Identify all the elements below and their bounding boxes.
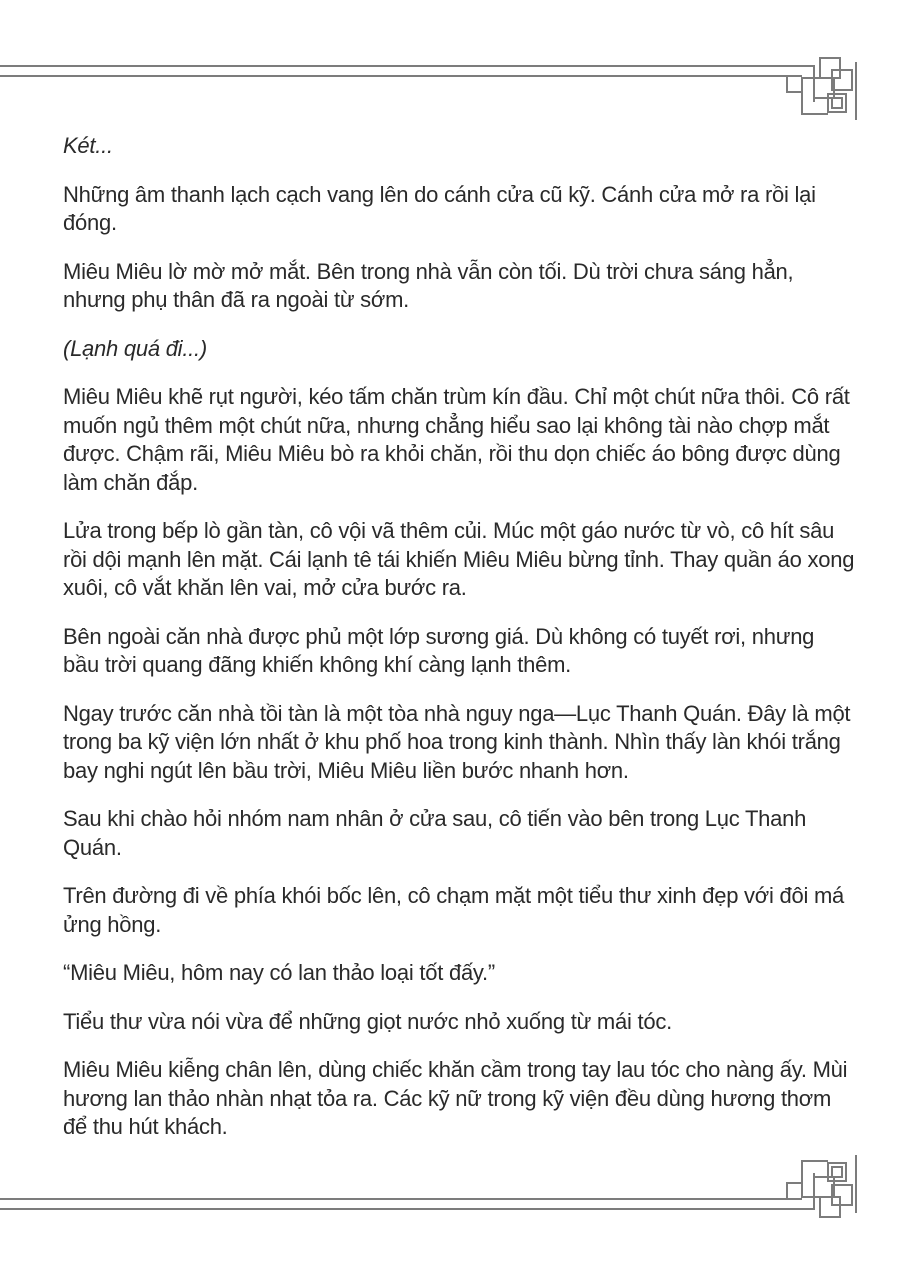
- paragraph: Két...: [63, 133, 113, 158]
- paragraph: Bên ngoài căn nhà được phủ một lớp sương giá. Dù không có tuyết rơi, nhưng bầu trời quang đãng khiến không khí càng lạnh thêm.: [63, 623, 815, 677]
- paragraph: Ngay trước căn nhà tồi tàn là một tòa nhà nguy nga—Lục Thanh Quán. Đây là một trong ba kỹ viện lớn nhất ở khu phố hoa trong kinh thành. Nhìn thấy làn khói trắng bay nghi ngút lên bầu trời, Miêu Miêu liền bước nhanh hơn.: [63, 700, 851, 783]
- paragraph: Miêu Miêu lờ mờ mở mắt. Bên trong nhà vẫn còn tối. Dù trời chưa sáng hẳn, nhưng phụ thân đã ra ngoài từ sớm.: [63, 258, 794, 312]
- paragraph: (Lạnh quá đi...): [63, 335, 207, 361]
- paragraph: Những âm thanh lạch cạch vang lên do cánh cửa cũ kỹ. Cánh cửa mở ra rồi lại đóng.: [63, 181, 816, 235]
- bottom-border-line-inner: [0, 1198, 781, 1200]
- chapter-text: [63, 132, 855, 1162]
- paragraph: Lửa trong bếp lò gần tàn, cô vội vã thêm củi. Múc một gáo nước từ vò, cô hít sâu rồi dội mạnh lên mặt. Cái lạnh tê tái khiến Miêu Miêu bừng tỉnh. Thay quần áo xong xuôi, cô vắt khăn lên vai, mở cửa bước ra.: [63, 518, 855, 600]
- paragraph: Trên đường đi về phía khói bốc lên, cô chạm mặt một tiểu thư xinh đẹp với đôi má ửng hồng.: [63, 883, 845, 937]
- top-right-knot-ornament: [780, 50, 880, 135]
- paragraph: “Miêu Miêu, hôm nay có lan thảo loại tốt đấy.”: [63, 960, 495, 985]
- paragraph: Miêu Miêu kiễng chân lên, dùng chiếc khăn cầm trong tay lau tóc cho nàng ấy. Mùi hương lan thảo nhàn nhạt tỏa ra. Các kỹ nữ trong kỹ viện đều dùng hương thơm để thu hút khách.: [63, 1057, 848, 1139]
- paragraph: Tiểu thư vừa nói vừa để những giọt nước nhỏ xuống từ mái tóc.: [63, 1008, 672, 1034]
- paragraph: Sau khi chào hỏi nhóm nam nhân ở cửa sau, cô tiến vào bên trong Lục Thanh Quán.: [63, 806, 807, 860]
- top-border-line-inner: [0, 75, 781, 77]
- bottom-right-knot-ornament: [780, 1140, 880, 1225]
- paragraph: Miêu Miêu khẽ rụt người, kéo tấm chăn trùm kín đầu. Chỉ một chút nữa thôi. Cô rất muốn ngủ thêm một chút nữa, nhưng chẳng hiểu sao lại không tài nào chợp mắt được. Chậm rãi, Miêu Miêu bò ra khỏi chăn, rồi thu dọn chiếc áo bông được dùng làm chăn đắp.: [63, 384, 850, 495]
- bottom-border-line-outer: [0, 1208, 781, 1210]
- top-border-line-outer: [0, 65, 781, 67]
